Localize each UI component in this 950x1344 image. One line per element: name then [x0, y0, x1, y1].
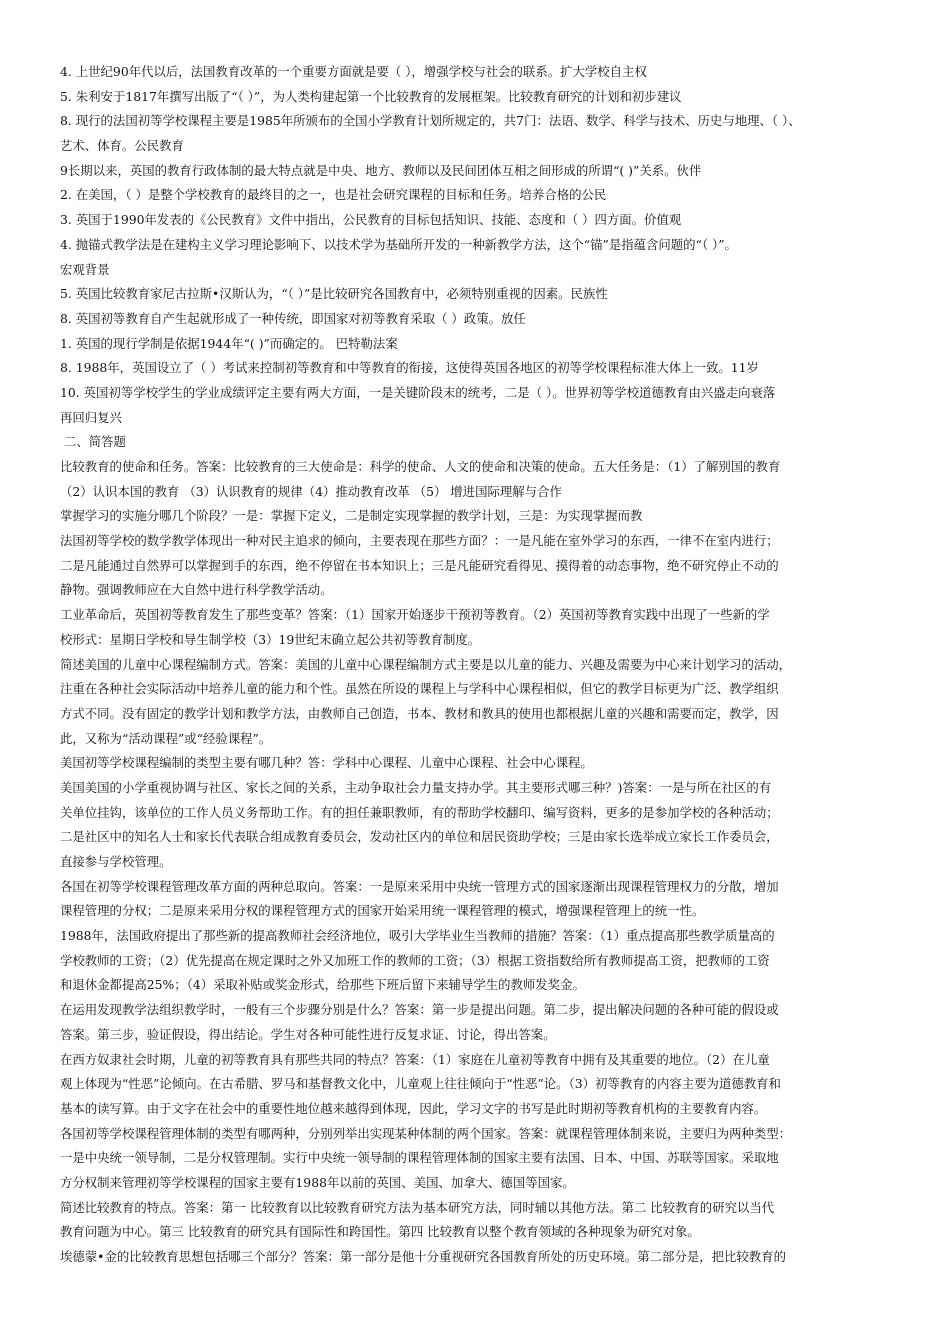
qa-item: 静物。强调教师应在大自然中进行科学教学活动。 — [60, 582, 333, 598]
fill-blank-item: 5. 朱利安于1817年撰写出版了“（ ）”，为人类构建起第一个比较教育的发展框架。比较教育研究的计划和初步建议 — [60, 88, 682, 104]
qa-item: 方式不同。没有固定的教学计划和教学方法，由教师自己创造，书本、教材和教具的使用也都根据儿童的兴趣和需要而定，教学，因 — [60, 705, 779, 721]
qa-item: 在运用发现教学法组织教学时，一般有三个步骤分别是什么？答案：第一步是提出问题。第二步，提出解决问题的各种可能的假设或 — [60, 1002, 779, 1018]
qa-item: 此，又称为“活动课程”或“经验课程”。 — [60, 730, 272, 746]
fill-blank-item: 4. 抛锚式教学法是在建构主义学习理论影响下、以技术学为基础所开发的一种新教学方法，这个“锚”是指蕴含问题的“（ ）”。 — [60, 236, 737, 252]
qa-item: 1988年，法国政府提出了那些新的提高教师社会经济地位，吸引大学毕业生当教师的措施？答案：（1）重点提高那些教学质量高的 — [60, 928, 775, 944]
qa-item: 各国在初等学校课程管理改革方面的两种总取向。答案：一是原来采用中央统一管理方式的国家逐渐出现课程管理权力的分散，增加 — [60, 878, 779, 894]
fill-blank-item: 1. 英国的现行学制是依据1944年“( )”而确定的。 巴特勒法案 — [60, 335, 398, 351]
qa-item: 比较教育的使命和任务。答案：比较教育的三大使命是：科学的使命、人文的使命和决策的使命。五大任务是：（1）了解别国的教育 — [60, 459, 781, 474]
qa-item: 课程管理的分权；二是原来采用分权的课程管理方式的国家开始采用统一课程管理的模式，增强课程管理上的统一性。 — [60, 903, 705, 919]
fill-blank-item: 10. 英国初等学校学生的学业成绩评定主要有两大方面，一是关键阶段末的统考，二是（ ）。世界初等学校道德教育由兴盛走向衰落 — [60, 384, 776, 400]
qa-item: 和退休金都提高25%；（4）采取补贴或奖金形式，给那些下班后留下来辅导学生的教师发奖金。 — [60, 977, 585, 993]
qa-item: 教育问题为中心。第三 比较教育的研究具有国际性和跨国性。第四 比较教育以整个教育领域的各种现象为研究对象。 — [60, 1224, 700, 1240]
fill-blank-item: 2. 在美国，（ ）是整个学校教育的最终目的之一，也是社会研究课程的目标和任务。培养合格的公民 — [60, 187, 607, 203]
qa-item: 观上体现为“性恶”论倾向。在古希腊、罗马和基督教文化中，儿童观上往往倾向于“性恶”论。（3）初等教育的内容主要为道德教育和 — [60, 1076, 781, 1092]
fill-blank-item: 艺术、体育。公民教育 — [60, 138, 184, 154]
qa-item: 在西方奴隶社会时期，儿童的初等教育具有那些共同的特点？答案：（1）家庭在儿童初等教育中拥有及其重要的地位。（2）在儿童 — [60, 1051, 770, 1067]
section-heading: 二、简答题 — [64, 434, 126, 450]
qa-item: 二是社区中的知名人士和家长代表联合组成教育委员会，发动社区内的单位和居民资助学校；三是由家长选举成立家长工作委员会， — [60, 829, 779, 845]
qa-item: 一是中央统一领导制，二是分权管理制。实行中央统一领导制的课程管理体制的国家主要有法国、日本、中国、苏联等国家。采取地 — [60, 1150, 779, 1166]
qa-item: 简述美国的儿童中心课程编制方式。答案：美国的儿童中心课程编制方式主要是以儿童的能力、兴趣及需要为中心来计划学习的活动， — [60, 656, 792, 672]
qa-item: 工业革命后，英国初等教育发生了那些变革？答案：（1）国家开始逐步干预初等教育。（2）英国初等教育实践中出现了一些新的学 — [60, 607, 770, 623]
fill-blank-item: 5. 英国比较教育家尼古拉斯•汉斯认为，“（ ）”是比较研究各国教育中，必须特别重视的因素。民族性 — [60, 286, 608, 302]
fill-blank-item: 3. 英国于1990年发表的《公民教育》文件中指出，公民教育的目标包括知识、技能、态度和（ ）四方面。价值观 — [60, 212, 682, 228]
qa-item: 简述比较教育的特点。答案：第一 比较教育以比较教育研究方法为基本研究方法，同时辅以其他方法。第二 比较教育的研究以当代 — [60, 1199, 775, 1215]
fill-blank-item: 8. 英国初等教育自产生起就形成了一种传统，即国家对初等教育采取（ ）政策。放任 — [60, 310, 526, 326]
fill-blank-item: 4. 上世纪90年代以后，法国教育改革的一个重要方面就是要（ ），增强学校与社会的联系。扩大学校自主权 — [60, 64, 647, 79]
qa-item: 直接参与学校管理。 — [60, 854, 172, 869]
qa-item: 美国美国的小学重视协调与社区、家长之间的关系，主动争取社会力量支持办学。其主要形式哪三种？)答案：一是与所在社区的有 — [60, 779, 772, 795]
fill-blank-item: 再回归复兴 — [60, 409, 122, 425]
qa-item: 学校教师的工资；（2）优先提高在规定课时之外又加班工作的教师的工资；（3）根据工资指数给所有教师提高工资，把教师的工资 — [60, 952, 770, 968]
qa-item: （2）认识本国的教育 （3）认识教育的规律（4）推动教育改革 （5） 增进国际理解与合作 — [60, 483, 562, 499]
qa-item: 关单位挂钩，该单位的工作人员义务帮助工作。有的担任兼职教师，有的帮助学校翻印、编写资料，更多的是参加学校的各种活动； — [60, 804, 779, 820]
qa-item: 答案。第三步，验证假设，得出结论。学生对各种可能性进行反复求证、讨论，得出答案。 — [60, 1026, 556, 1042]
qa-item — [60, 1270, 894, 1295]
qa-item: 各国初等学校课程管理体制的类型有哪两种，分别列举出实现某种体制的两个国家。答案：就课程管理体制来说，主要归为两种类型： — [60, 1125, 792, 1141]
qa-item: 美国初等学校课程编制的类型主要有哪几种？答：学科中心课程、儿童中心课程、社会中心课程。 — [60, 755, 593, 771]
qa-item: 方分权制来管理初等学校课程的国家主要有1988年以前的英国、美国、加拿大、德国等国家。 — [60, 1174, 575, 1190]
qa-item: 校形式：星期日学校和导生制学校（3）19世纪末确立起公共初等教育制度。 — [60, 631, 481, 647]
qa-item: 二是凡能通过自然界可以掌握到手的东西，绝不停留在书本知识上；三是凡能研究看得见、摸得着的动态事物，绝不研究停止不动的 — [60, 557, 779, 573]
qa-item: 法国初等学校的数学教学体现出一种对民主追求的倾向，主要表现在那些方面？：一是凡能在室外学习的东西，一律不在室内进行； — [60, 533, 779, 549]
qa-item: 掌握学习的实施分哪几个阶段？一是：掌握下定义，二是制定实现掌握的教学计划，三是：为实现掌握而教 — [60, 508, 643, 524]
fill-blank-item: 9长期以来，英国的教育行政体制的最大特点就是中央、地方、教师以及民间团体互相之间形成的所谓“( )”关系。伙伴 — [60, 162, 702, 178]
qa-item: 埃德蒙•金的比较教育思想包括哪三个部分？答案：第一部分是他十分重视研究各国教育所处的历史环境。第二部分是，把比较教育的 — [60, 1249, 786, 1264]
qa-item: 基本的读写算。由于文字在社会中的重要性地位越来越得到体现，因此，学习文字的书写是此时期初等教育机构的主要教育内容。 — [60, 1100, 767, 1116]
fill-blank-item: 8. 现行的法国初等学校课程主要是1985年所颁布的全国小学教育计划所规定的，共7门：法语、数学、科学与技术、历史与地理、（ ）、 — [60, 113, 801, 129]
fill-blank-item: 宏观背景 — [60, 261, 110, 277]
fill-blank-item: 8. 1988年，英国设立了（ ）考试来控制初等教育和中等教育的衔接，这使得英国各地区的初等学校课程标准大体上一致。11岁 — [60, 360, 759, 376]
qa-item: 注重在各种社会实际活动中培养儿童的能力和个性。虽然在所设的课程上与学科中心课程相似，但它的教学目标更为广泛、教学组织 — [60, 681, 779, 697]
